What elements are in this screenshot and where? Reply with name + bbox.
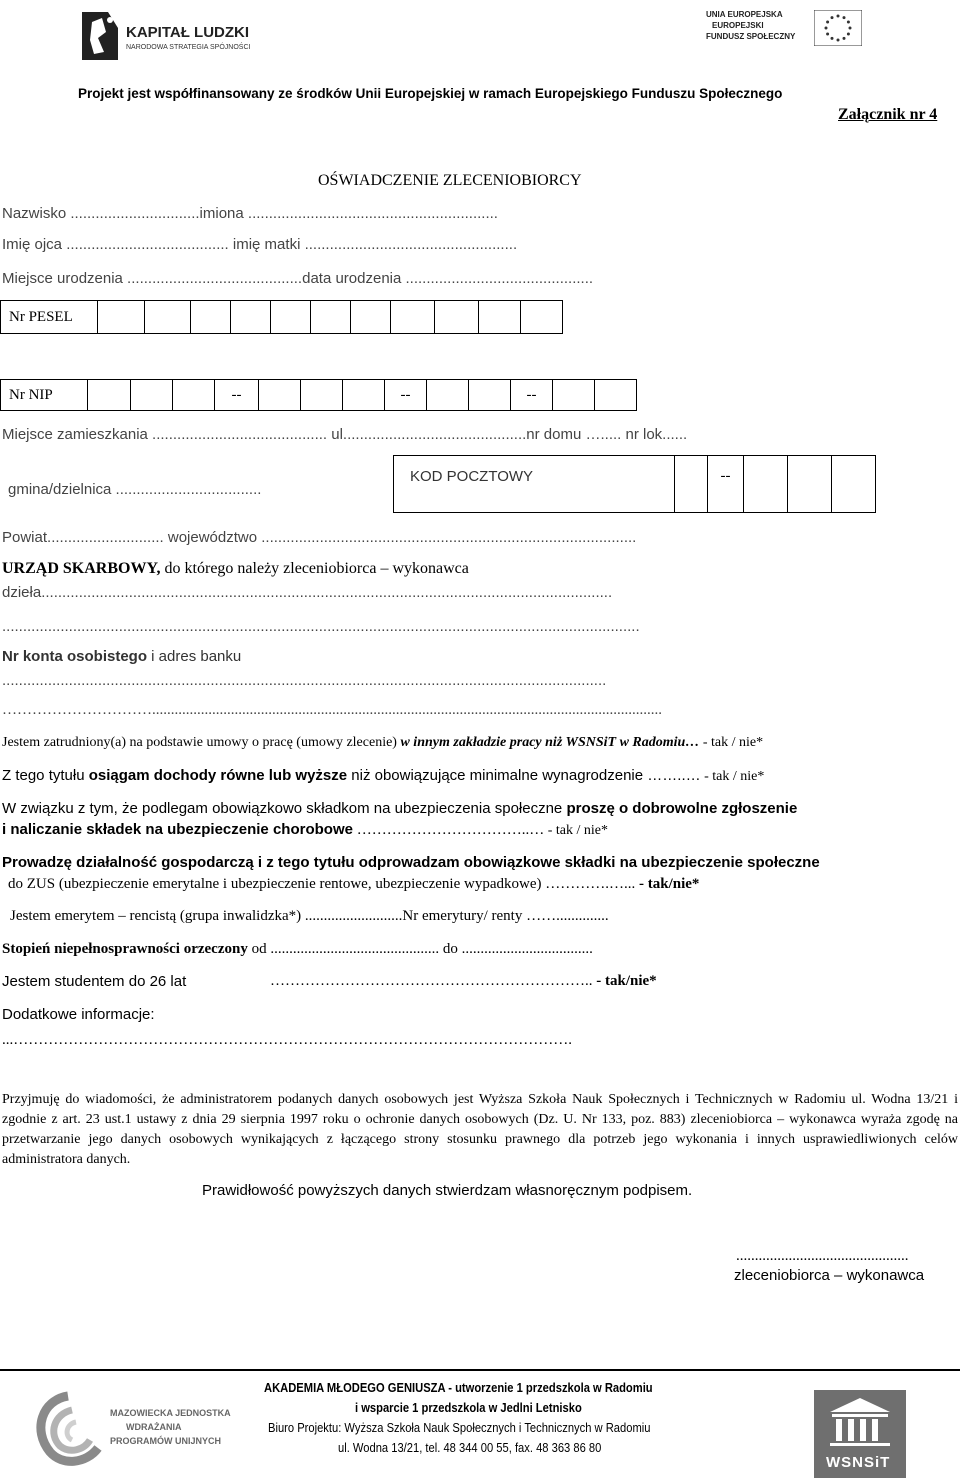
confirmation-text: Prawidłowość powyższych danych stwierdzam własnoręcznym podpisem.: [202, 1182, 693, 1199]
nip-digit[interactable]: [173, 379, 215, 411]
nip-digit[interactable]: [469, 379, 511, 411]
pesel-digit[interactable]: [435, 300, 479, 334]
pesel-digit[interactable]: [145, 300, 191, 334]
tax-office-text: do którego należy zleceniobiorca – wykonawca: [160, 560, 469, 577]
income-answer[interactable]: - tak / nie*: [700, 769, 765, 784]
kapital-ludzki-title: KAPITAŁ LUDZKI: [126, 24, 250, 41]
insurance-bold-text-2: i naliczanie składek na ubezpieczenie chorobowe: [2, 821, 353, 838]
address-line[interactable]: Miejsce zamieszkania .......................................... ul............................................nr domu …..... nr lok......: [2, 426, 688, 443]
pesel-digit[interactable]: [97, 300, 145, 334]
eu-line3: FUNDUSZ SPOŁECZNY: [706, 32, 796, 41]
form-title: OŚWIADCZENIE ZLECENIOBIORCY: [318, 172, 582, 189]
annex-number: Załącznik nr 4: [838, 106, 938, 123]
footer-divider: [0, 1369, 960, 1371]
nip-separator: [511, 379, 553, 411]
mjwpu-line2: WDRAŻANIA: [126, 1422, 182, 1432]
pesel-label-cell: [1, 300, 97, 334]
nip-separator: [215, 379, 259, 411]
footer-office: Biuro Projektu: Wyższa Szkoła Nauk Społecznych i Technicznych w Radomiu: [268, 1420, 651, 1435]
pesel-digit[interactable]: [391, 300, 435, 334]
additional-info-dots[interactable]: ...………………………………………………………………………………………………….: [2, 1032, 572, 1048]
nip-separator-text: --: [400, 386, 411, 403]
nip-label-cell: [1, 379, 87, 411]
employment-statement: [2, 735, 763, 751]
footer-contact: ul. Wodna 13/21, tel. 48 344 00 55, fax. 48 363 86 80: [338, 1440, 602, 1455]
insurance-text: W związku z tym, że podlegam obowiązkowo składkom na ubezpieczenia społeczne: [2, 800, 567, 817]
income-statement: [2, 767, 764, 785]
business-answer[interactable]: - tak/nie*: [635, 876, 700, 892]
business-statement-line1: Prowadzę działalność gospodarczą i z tego tytułu odprowadzam obowiązkowe składki na ubezpieczenie społeczne: [2, 854, 820, 871]
wsnsit-logo-text: WSNSiT: [826, 1454, 891, 1471]
kapital-ludzki-emblem-icon: [78, 8, 122, 64]
eu-logo: [706, 10, 862, 50]
pesel-digit[interactable]: [191, 300, 231, 334]
nip-digit[interactable]: [427, 379, 469, 411]
mjwpu-line1: MAZOWIECKA JEDNOSTKA: [110, 1408, 231, 1418]
disability-dots[interactable]: od ............................................. do ...................................: [247, 941, 593, 957]
postal-separator: [708, 455, 744, 513]
pesel-digit[interactable]: [479, 300, 521, 334]
student-line: [2, 973, 186, 990]
bank-account-label: Nr konta osobistego: [2, 648, 148, 665]
pesel-boxes[interactable]: [0, 300, 563, 334]
nip-separator-text: --: [526, 386, 537, 403]
nip-digit[interactable]: [595, 379, 637, 411]
eu-flag-icon: [814, 10, 862, 46]
signature-label: zleceniobiorca – wykonawca: [734, 1267, 925, 1284]
kapital-ludzki-subtitle: NARODOWA STRATEGIA SPÓJNOŚCI: [126, 44, 251, 51]
pesel-digit[interactable]: [351, 300, 391, 334]
pesel-label: Nr PESEL: [9, 308, 73, 325]
pesel-digit[interactable]: [271, 300, 311, 334]
parents-line[interactable]: Imię ojca ....................................... imię matki ...................................................: [2, 236, 518, 253]
income-bold-text: osiągam dochody równe lub wyższe: [88, 767, 348, 784]
student-answer[interactable]: - tak/nie*: [592, 973, 657, 989]
nip-digit[interactable]: [343, 379, 385, 411]
income-rest-text: niż obowiązujące minimalne wynagrodzenie ……..…: [347, 767, 701, 784]
postal-digit[interactable]: [744, 455, 788, 513]
business-statement-line2: [8, 876, 699, 893]
retiree-line[interactable]: Jestem emerytem – rencistą (grupa inwalidzka*) ..........................Nr emerytury/ renty ……..............: [10, 908, 609, 924]
postal-separator-text: --: [720, 468, 731, 484]
surname-line[interactable]: Nazwisko ...............................imiona ............................................................: [2, 205, 498, 222]
postal-digit[interactable]: [674, 455, 708, 513]
nip-digit[interactable]: [553, 379, 595, 411]
student-dots[interactable]: ………………………………………………………..: [270, 973, 593, 989]
footer-project-subtitle: i wsparcie 1 przedszkola w Jedlni Letnisko: [355, 1400, 582, 1415]
nip-separator: [385, 379, 427, 411]
pesel-digit[interactable]: [231, 300, 271, 334]
employment-text: Jestem zatrudniony(a) na podstawie umowy o pracę (umowy zlecenie): [2, 735, 401, 750]
insurance-bold-text: proszę o dobrowolne zgłoszenie: [566, 800, 798, 817]
signature-dots[interactable]: ..............................................: [736, 1248, 909, 1264]
powiat-line[interactable]: Powiat............................ województwo ..........................................................................................: [2, 529, 637, 546]
student-label: Jestem studentem do 26 lat: [2, 973, 187, 990]
employment-answer[interactable]: - tak / nie*: [699, 735, 764, 750]
nip-separator-text: --: [231, 386, 242, 403]
gmina-line[interactable]: gmina/dzielnica ...................................: [8, 481, 262, 498]
tax-office-label: URZĄD SKARBOWY,: [2, 560, 161, 577]
bank-account-text: i adres banku: [147, 648, 242, 665]
wsnsit-building-icon: [814, 1392, 906, 1452]
postal-digit[interactable]: [788, 455, 832, 513]
business-text: do ZUS (ubezpieczenie emerytalne i ubezpieczenie rentowe, ubezpieczenie wypadkowe) ………….…...: [8, 876, 636, 892]
insurance-statement-line2: [2, 821, 608, 839]
nip-digit[interactable]: [87, 379, 131, 411]
mjwpu-line3: PROGRAMÓW UNIJNYCH: [110, 1436, 222, 1446]
postal-digit[interactable]: [832, 455, 876, 513]
kapital-ludzki-logo: [78, 8, 258, 64]
income-text: Z tego tytułu: [2, 767, 89, 784]
insurance-statement-line1: [2, 800, 797, 817]
additional-info-label: Dodatkowe informacje:: [2, 1006, 155, 1023]
mjwpu-swirl-icon: [28, 1390, 108, 1470]
pesel-digit[interactable]: [521, 300, 563, 334]
postal-label: KOD POCZTOWY: [410, 468, 534, 485]
postal-label-cell: [394, 455, 674, 513]
disability-label: Stopień niepełnosprawności orzeczony: [2, 941, 248, 957]
insurance-answer[interactable]: - tak / nie*: [544, 823, 608, 838]
wsnsit-logo: [814, 1390, 906, 1478]
birth-line[interactable]: Miejsce urodzenia ..........................................data urodzenia .............................................: [2, 270, 594, 287]
data-consent-paragraph: Przyjmuję do wiadomości, że administratorem podanych danych osobowych jest Wyższa Szkoła Nauk Społecznych i Technicznych w Radomiu ul. Wodna 13/21 i zgodnie z art. 23 ust.1 ustawy z dnia 29 sierpnia 1997 roku o ochronie danych osobowych (Dz. U. Nr 133, poz. 883) zleceniobiorca – wykonawca wyraża zgodę na przetwarzanie jego danych osobowych wynikających z łączącego strony stosunku prawnego dla potrzeb jego wykonania i innych usprawiedliwionych celów administratora danych.: [2, 1092, 958, 1167]
tax-office-line: [2, 560, 469, 578]
disability-line: [2, 941, 593, 958]
mjwpu-logo: [28, 1390, 231, 1470]
nip-label: Nr NIP: [9, 386, 53, 403]
bank-account-dots-2[interactable]: …………………………........................................................................................................................................: [2, 702, 662, 718]
eu-line2: EUROPEJSKI: [712, 21, 764, 30]
pesel-digit[interactable]: [311, 300, 351, 334]
student-answer-line: [270, 973, 657, 990]
nip-digit[interactable]: [301, 379, 343, 411]
nip-digit[interactable]: [131, 379, 173, 411]
footer-project-title: AKADEMIA MŁODEGO GENIUSZA - utworzenie 1 przedszkola w Radomiu: [264, 1380, 653, 1395]
cofinancing-banner: Projekt jest współfinansowany ze środków Unii Europejskiej w ramach Europejskiego Funduszu Społecznego: [78, 86, 783, 101]
insurance-dots: ……………………………..…: [352, 822, 545, 838]
bank-account-dots-1[interactable]: .................................................................................................................................................: [2, 672, 607, 689]
nip-boxes[interactable]: [0, 379, 637, 411]
tax-office-dziela-line[interactable]: dzieła.........................................................................................................................................: [2, 584, 613, 601]
bank-account-line: [2, 648, 241, 665]
postal-code-boxes[interactable]: [393, 455, 876, 513]
tax-office-dots-line[interactable]: .........................................................................................................................................................: [2, 618, 640, 635]
nip-digit[interactable]: [259, 379, 301, 411]
eu-line1: UNIA EUROPEJSKA: [706, 10, 783, 19]
employment-bold-text: w innym zakładzie pracy niż WSNSiT w Radomiu…: [400, 735, 700, 750]
